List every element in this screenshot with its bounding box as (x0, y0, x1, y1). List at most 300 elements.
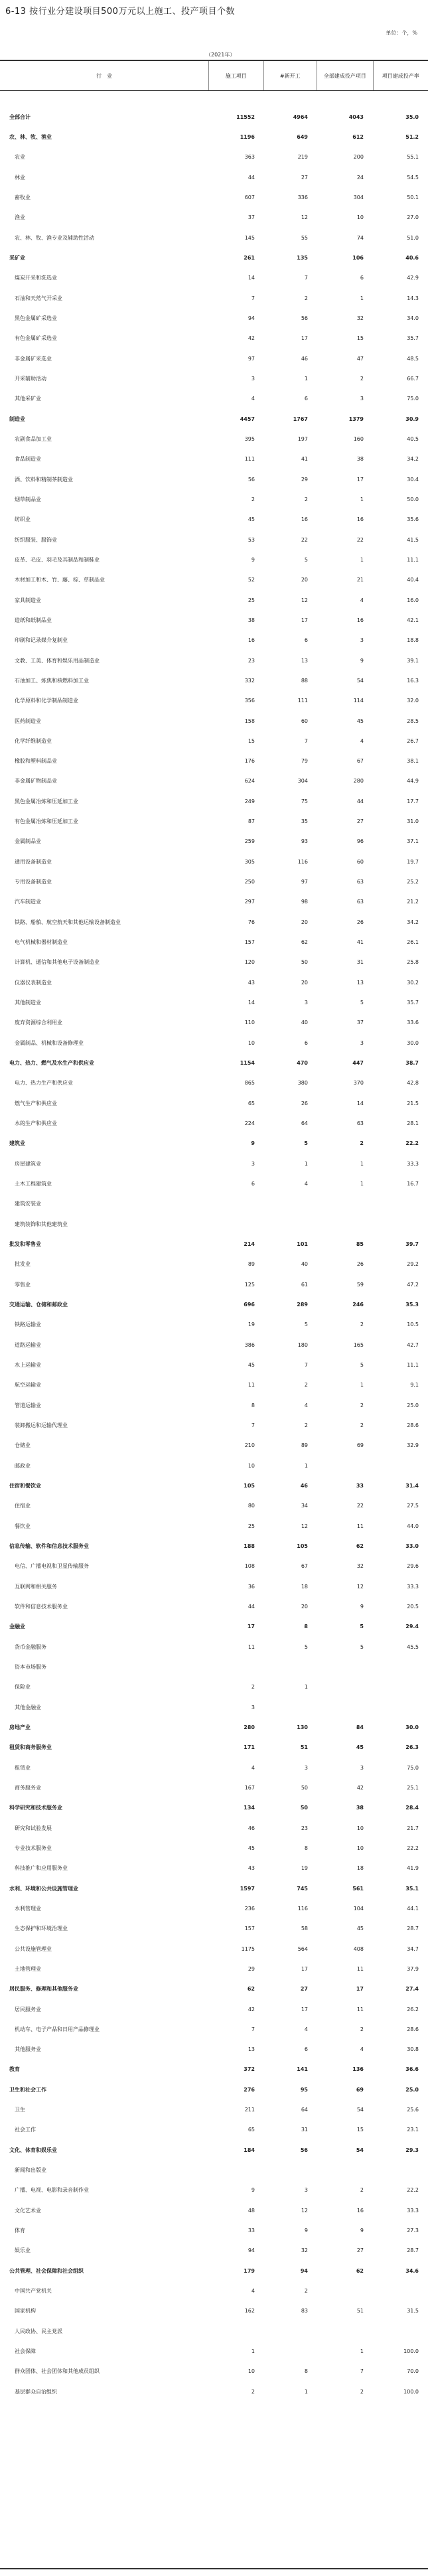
value-under-construction: 25 (248, 1523, 255, 1529)
value-completion-rate: 35.1 (405, 1885, 419, 1892)
value-completion-rate: 27.0 (407, 214, 419, 221)
industry-name: 邮政业 (15, 1462, 31, 1469)
table-row (0, 1174, 428, 1193)
value-completion-rate: 28.1 (407, 1120, 419, 1127)
value-completion-rate: 30.0 (407, 1039, 419, 1046)
industry-name: 卫生和社会工作 (9, 2086, 46, 2093)
value-completion-rate: 38.1 (407, 758, 419, 765)
value-completion-rate: 30.2 (407, 979, 419, 986)
industry-name: 租赁和商务服务业 (9, 1744, 52, 1751)
industry-name: 土地管理业 (15, 1965, 41, 1972)
value-under-construction: 111 (244, 456, 255, 463)
value-newly-started: 50 (301, 1784, 308, 1791)
table-row (0, 751, 428, 771)
value-completed: 63 (356, 1120, 364, 1127)
value-completion-rate: 50.0 (407, 496, 419, 502)
value-completion-rate: 54.5 (407, 174, 419, 181)
value-completed: 447 (352, 1060, 364, 1067)
industry-name: 群众团体、社会团体和其他成员组织 (15, 2368, 100, 2375)
table-row (0, 2160, 428, 2180)
value-under-construction: 7 (251, 1422, 255, 1428)
industry-name: 资本市场服务 (15, 1663, 46, 1670)
value-newly-started: 12 (301, 597, 308, 603)
header-completion-rate: 项目建成投产率 (382, 72, 419, 79)
value-completed: 4 (360, 597, 364, 603)
value-completed: 4 (360, 737, 364, 744)
table-row (0, 1315, 428, 1335)
value-newly-started: 22 (301, 536, 308, 543)
value-under-construction: 25 (248, 597, 255, 603)
value-under-construction: 94 (248, 315, 255, 321)
value-newly-started: 7 (304, 1362, 308, 1368)
industry-name: 国家机构 (15, 2308, 36, 2314)
value-completed: 2 (360, 2026, 364, 2032)
industry-name: 租赁业 (15, 1764, 31, 1771)
table-row (0, 832, 428, 852)
value-completed: 1 (360, 295, 364, 301)
value-under-construction: 14 (248, 1000, 255, 1006)
value-completed: 16 (356, 516, 364, 523)
industry-name: 机动车、电子产品和日用产品修理业 (15, 2026, 100, 2032)
value-newly-started: 289 (297, 1302, 308, 1308)
table-row (0, 2180, 428, 2200)
table-row (0, 2321, 428, 2341)
value-completed: 2 (360, 1422, 364, 1428)
table-row (0, 268, 428, 288)
industry-name: 土木工程建筑业 (15, 1181, 52, 1187)
value-completion-rate: 29.4 (405, 1624, 419, 1630)
table-row (0, 2200, 428, 2220)
value-completed: 63 (356, 899, 364, 905)
value-completed: 15 (356, 335, 364, 342)
table-row (0, 1214, 428, 1234)
table-row (0, 631, 428, 650)
value-completion-rate: 100.0 (403, 2388, 419, 2395)
value-newly-started: 62 (301, 939, 308, 946)
value-completion-rate: 51.2 (405, 133, 419, 140)
value-under-construction: 89 (248, 1261, 255, 1268)
industry-name: 文化艺术业 (15, 2207, 41, 2214)
industry-name: 公共设施管理业 (15, 1945, 52, 1952)
value-completed: 612 (352, 133, 364, 140)
table-row (0, 2060, 428, 2080)
value-newly-started: 8 (304, 2368, 308, 2375)
value-completed: 11 (356, 2006, 364, 2012)
industry-name: 纺织服装、服饰业 (15, 536, 57, 543)
value-under-construction: 9 (251, 1140, 255, 1147)
table-row (0, 2040, 428, 2060)
value-under-construction: 120 (244, 959, 255, 966)
value-under-construction: 105 (244, 1482, 255, 1489)
value-completion-rate: 42.8 (407, 1080, 419, 1087)
unit-label: 单位：个，% (386, 30, 417, 36)
value-under-construction: 16 (248, 637, 255, 644)
value-completion-rate: 42.1 (407, 617, 419, 623)
industry-name: 仓储业 (15, 1442, 31, 1449)
value-completion-rate: 27.3 (407, 2228, 419, 2234)
value-completed: 200 (353, 154, 364, 161)
value-completion-rate: 16.3 (407, 677, 419, 684)
table-row (0, 1436, 428, 1456)
table-row (0, 1113, 428, 1133)
value-completed: 27 (356, 2247, 364, 2254)
table-row (0, 1456, 428, 1476)
value-newly-started: 32 (301, 2247, 308, 2254)
value-completion-rate: 51.0 (407, 234, 419, 241)
industry-name: 住宿和餐饮业 (9, 1482, 41, 1489)
header-completed: 全部建成投产项目 (317, 61, 373, 90)
industry-name: 商务服务业 (15, 1784, 41, 1791)
value-under-construction: 44 (248, 1603, 255, 1610)
industry-name: 铁路运输业 (15, 1322, 41, 1328)
value-newly-started: 23 (301, 1825, 308, 1831)
industry-name: 农业 (15, 154, 25, 161)
value-completed: 38 (356, 1805, 364, 1811)
value-completion-rate: 44.0 (407, 1523, 419, 1529)
value-newly-started: 20 (301, 979, 308, 986)
value-completed: 18 (356, 1865, 364, 1872)
industry-name: 货币金融服务 (15, 1643, 46, 1650)
value-under-construction: 297 (244, 899, 255, 905)
value-under-construction: 276 (244, 2086, 255, 2093)
value-completed: 74 (356, 234, 364, 241)
header-newly-started: #新开工 (264, 61, 318, 90)
value-completion-rate: 21.5 (407, 1100, 419, 1106)
value-newly-started: 3 (304, 1764, 308, 1771)
value-newly-started: 101 (297, 1241, 308, 1248)
industry-name: 其他采矿业 (15, 396, 41, 402)
value-under-construction: 332 (244, 677, 255, 684)
value-under-construction: 280 (244, 1724, 255, 1730)
value-under-construction: 62 (247, 1986, 255, 1993)
table-header (0, 60, 428, 91)
value-completed: 1 (360, 1181, 364, 1187)
value-newly-started: 51 (300, 1744, 308, 1751)
value-under-construction: 624 (244, 778, 255, 785)
industry-name: 燃气生产和供应业 (15, 1100, 57, 1106)
value-completion-rate: 30.9 (405, 416, 419, 422)
industry-name: 人民政协、民主党派 (15, 2328, 62, 2334)
value-newly-started: 336 (297, 194, 308, 200)
value-under-construction: 87 (248, 818, 255, 825)
industry-name: 皮革、毛皮、羽毛及其制品和制鞋业 (15, 556, 100, 563)
industry-name: 印刷和记录媒介复制业 (15, 637, 68, 644)
table-row (0, 1617, 428, 1637)
table-row (0, 429, 428, 449)
value-newly-started: 8 (304, 1845, 308, 1851)
value-completed: 24 (356, 174, 364, 181)
value-completed: 62 (356, 1543, 364, 1549)
value-completed: 60 (356, 858, 364, 865)
value-under-construction: 8 (251, 1402, 255, 1408)
value-newly-started: 105 (297, 1543, 308, 1549)
value-newly-started: 55 (301, 234, 308, 241)
table-row (0, 912, 428, 932)
industry-name: 管道运输业 (15, 1402, 41, 1408)
value-newly-started: 93 (301, 838, 308, 845)
table-row (0, 107, 428, 127)
value-completion-rate: 34.6 (405, 2267, 419, 2274)
value-completion-rate: 29.6 (407, 1563, 419, 1570)
table-row (0, 811, 428, 831)
industry-name: 其他服务业 (15, 2046, 41, 2053)
industry-name: 金属制品业 (15, 838, 41, 845)
value-under-construction: 80 (248, 1503, 255, 1509)
value-under-construction: 236 (244, 1905, 255, 1912)
value-under-construction: 249 (244, 798, 255, 804)
table-row (0, 1939, 428, 1959)
table-row (0, 992, 428, 1012)
value-under-construction: 23 (248, 657, 255, 664)
value-under-construction: 48 (248, 2207, 255, 2214)
value-completion-rate: 50.1 (407, 194, 419, 200)
value-under-construction: 45 (248, 1845, 255, 1851)
value-newly-started: 12 (301, 2207, 308, 2214)
value-under-construction: 52 (248, 577, 255, 583)
value-completed: 5 (360, 1624, 364, 1630)
value-newly-started: 16 (301, 516, 308, 523)
value-completed: 5 (360, 1362, 364, 1368)
value-completed: 165 (353, 1341, 364, 1348)
industry-name: 水利管理业 (15, 1905, 41, 1912)
table-row (0, 127, 428, 147)
industry-name: 基层群众自治组织 (15, 2388, 57, 2395)
industry-table (0, 60, 428, 2401)
industry-name: 卫生 (15, 2107, 25, 2113)
value-completion-rate: 28.6 (407, 2026, 419, 2032)
industry-name: 文教、工美、体育和娱乐用品制造业 (15, 657, 100, 664)
value-completion-rate: 75.0 (407, 1764, 419, 1771)
value-completion-rate: 29.2 (407, 1261, 419, 1268)
table-row (0, 147, 428, 167)
table-row (0, 1959, 428, 1979)
value-completed: 2 (360, 1402, 364, 1408)
industry-name: 石油加工、炼焦和核燃料加工业 (15, 677, 89, 684)
industry-name: 水上运输业 (15, 1362, 41, 1368)
value-under-construction: 125 (244, 1281, 255, 1288)
value-under-construction: 2 (251, 1684, 255, 1691)
value-under-construction: 214 (244, 1241, 255, 1248)
industry-name: 煤炭开采和洗选业 (15, 275, 57, 281)
value-completion-rate: 35.6 (407, 516, 419, 523)
value-completed: 38 (356, 456, 364, 463)
value-completed: 33 (356, 1482, 364, 1489)
value-newly-started: 58 (301, 1926, 308, 1932)
value-completion-rate: 25.0 (407, 1402, 419, 1408)
value-completion-rate: 45.5 (407, 1643, 419, 1650)
table-row (0, 469, 428, 489)
value-newly-started: 116 (297, 858, 308, 865)
value-completed: 408 (353, 1945, 364, 1952)
table-row (0, 550, 428, 569)
value-newly-started: 40 (301, 1020, 308, 1026)
value-completion-rate: 25.8 (407, 959, 419, 966)
value-completed: 63 (356, 879, 364, 885)
industry-name: 计算机、通信和其他电子设备制造业 (15, 959, 100, 966)
value-under-construction: 3 (251, 1704, 255, 1710)
value-completed: 21 (356, 577, 364, 583)
value-completion-rate: 42.9 (407, 275, 419, 281)
value-under-construction: 157 (244, 939, 255, 946)
value-under-construction: 188 (244, 1543, 255, 1549)
value-newly-started: 18 (301, 1583, 308, 1590)
value-under-construction: 386 (244, 1341, 255, 1348)
value-completed: 2 (360, 1140, 364, 1147)
value-completion-rate: 28.5 (407, 718, 419, 724)
table-row (0, 288, 428, 308)
value-newly-started: 2 (304, 496, 308, 502)
value-newly-started: 29 (301, 476, 308, 483)
table-row (0, 1013, 428, 1033)
value-under-construction: 210 (244, 1442, 255, 1449)
page-title: 6-13 按行业分建设项目500万元以上施工、投产项目个数 (5, 7, 235, 17)
table-row (0, 2120, 428, 2140)
value-completion-rate: 30.8 (407, 2046, 419, 2053)
value-newly-started: 50 (301, 959, 308, 966)
value-newly-started: 40 (301, 1261, 308, 1268)
table-row (0, 852, 428, 871)
value-completion-rate: 35.0 (405, 114, 419, 120)
value-under-construction: 110 (244, 1020, 255, 1026)
header-under-construction: 施工项目 (209, 61, 263, 90)
value-completed: 62 (356, 2267, 364, 2274)
value-completion-rate: 70.0 (407, 2368, 419, 2375)
industry-name: 住宿业 (15, 1503, 31, 1509)
industry-name: 铁路、船舶、航空航天和其他运输设备制造业 (15, 919, 121, 925)
industry-name: 全部合计 (9, 114, 31, 120)
table-row (0, 932, 428, 952)
value-newly-started: 180 (297, 1341, 308, 1348)
value-under-construction: 15 (248, 737, 255, 744)
value-under-construction: 1175 (241, 1945, 255, 1952)
value-under-construction: 1196 (240, 133, 255, 140)
value-completed: 2 (360, 375, 364, 382)
value-completion-rate: 34.7 (407, 1945, 419, 1952)
value-under-construction: 4 (251, 396, 255, 402)
value-newly-started: 95 (300, 2086, 308, 2093)
value-newly-started: 116 (297, 1905, 308, 1912)
value-completion-rate: 31.5 (407, 2308, 419, 2314)
value-completed: 45 (356, 1926, 364, 1932)
industry-name: 水的生产和供应业 (15, 1120, 57, 1127)
value-under-construction: 10 (248, 1462, 255, 1469)
value-completed: 246 (352, 1302, 364, 1308)
value-newly-started: 26 (301, 1100, 308, 1106)
table-row (0, 208, 428, 228)
value-completed: 1 (360, 496, 364, 502)
value-under-construction: 259 (244, 838, 255, 845)
value-completion-rate: 26.2 (407, 2006, 419, 2012)
table-row (0, 1596, 428, 1616)
value-under-construction: 19 (248, 1322, 255, 1328)
value-under-construction: 42 (248, 2006, 255, 2012)
table-row (0, 2261, 428, 2281)
table-row (0, 1838, 428, 1858)
value-completion-rate: 40.4 (407, 577, 419, 583)
value-newly-started: 60 (301, 718, 308, 724)
industry-name: 新闻和出版业 (15, 2167, 46, 2174)
value-under-construction: 46 (248, 1825, 255, 1831)
table-row (0, 1738, 428, 1758)
value-under-construction: 171 (244, 1744, 255, 1751)
industry-name: 信息传输、软件和信息技术服务业 (9, 1543, 89, 1549)
industry-name: 电气机械和器材制造业 (15, 939, 68, 946)
industry-name: 软件和信息技术服务业 (15, 1603, 68, 1610)
value-completed: 114 (353, 698, 364, 704)
value-completed: 17 (356, 1986, 364, 1993)
table-row (0, 1093, 428, 1113)
value-newly-started: 141 (297, 2066, 308, 2073)
value-under-construction: 4457 (240, 416, 255, 422)
industry-name: 通用设备制造业 (15, 858, 52, 865)
table-row (0, 1516, 428, 1536)
table-row (0, 1053, 428, 1073)
value-completion-rate: 22.2 (407, 2187, 419, 2194)
industry-name: 橡胶和塑料制品业 (15, 758, 57, 765)
value-completed: 85 (356, 1241, 364, 1248)
table-row (0, 1778, 428, 1797)
value-newly-started: 304 (297, 778, 308, 785)
value-newly-started: 564 (297, 1945, 308, 1952)
table-row (0, 2099, 428, 2119)
value-newly-started: 88 (301, 677, 308, 684)
table-row (0, 2140, 428, 2160)
value-under-construction: 45 (248, 516, 255, 523)
value-newly-started: 20 (301, 1603, 308, 1610)
value-completion-rate: 31.0 (407, 818, 419, 825)
value-completed: 2 (360, 2187, 364, 2194)
table-row (0, 771, 428, 791)
value-completed: 54 (356, 2107, 364, 2113)
table-row (0, 2019, 428, 2039)
value-under-construction: 145 (244, 234, 255, 241)
table-row (0, 2281, 428, 2301)
industry-name: 航空运输业 (15, 1382, 41, 1389)
value-completed: 5 (360, 1000, 364, 1006)
value-completion-rate: 30.4 (407, 476, 419, 483)
value-completed: 31 (356, 959, 364, 966)
value-newly-started: 27 (300, 1986, 308, 1993)
table-row (0, 530, 428, 550)
industry-name: 房屋建筑业 (15, 1160, 41, 1167)
table-row (0, 1395, 428, 1415)
table-row (0, 449, 428, 469)
industry-name: 金融业 (9, 1624, 25, 1630)
value-completion-rate: 31.4 (405, 1482, 419, 1489)
value-newly-started: 79 (301, 758, 308, 765)
value-newly-started: 46 (300, 1482, 308, 1489)
value-under-construction: 13 (248, 2046, 255, 2053)
value-under-construction: 865 (244, 1080, 255, 1087)
value-completed: 2 (360, 2388, 364, 2395)
value-under-construction: 33 (248, 2228, 255, 2234)
table-body (0, 107, 428, 2401)
value-newly-started: 3 (304, 1000, 308, 1006)
table-row (0, 570, 428, 590)
table-row (0, 2301, 428, 2321)
value-completion-rate: 25.2 (407, 879, 419, 885)
value-newly-started: 17 (301, 617, 308, 623)
value-completion-rate: 27.5 (407, 1503, 419, 1509)
value-completed: 160 (353, 435, 364, 442)
value-newly-started: 6 (304, 396, 308, 402)
value-newly-started: 12 (301, 1523, 308, 1529)
value-completion-rate: 28.6 (407, 1422, 419, 1428)
industry-name: 酒、饮料和精制茶制造业 (15, 476, 73, 483)
table-row (0, 510, 428, 530)
value-completion-rate: 29.3 (405, 2147, 419, 2153)
value-completion-rate: 26.7 (407, 737, 419, 744)
